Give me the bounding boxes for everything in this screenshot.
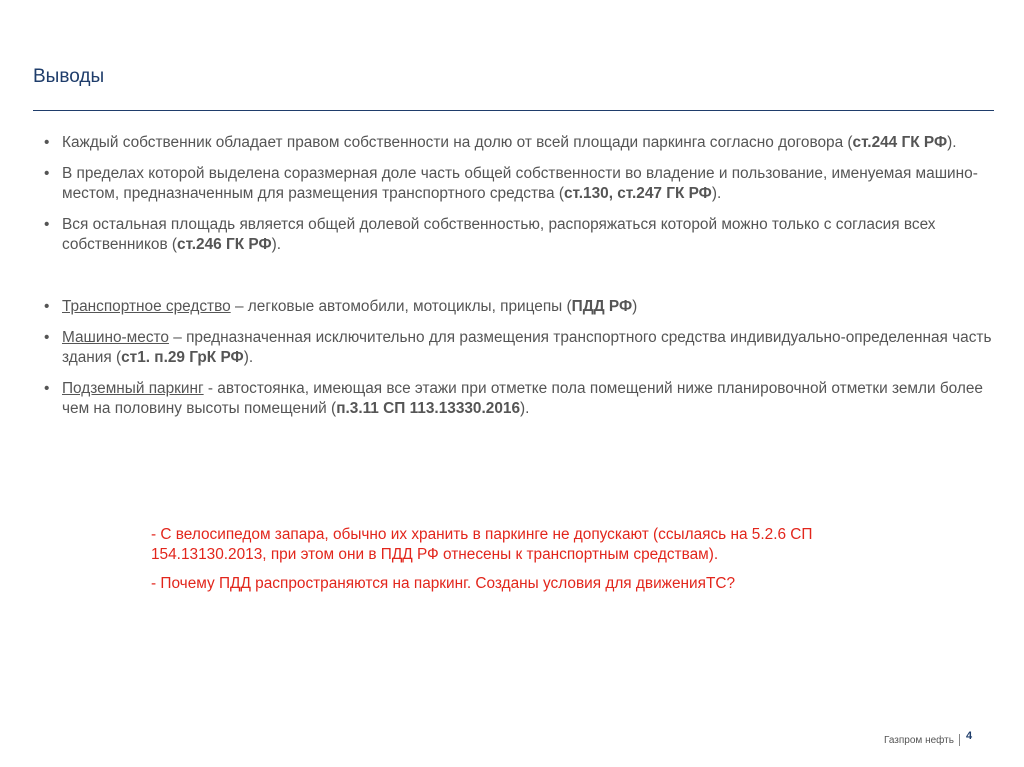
bullet-item: [44, 297, 994, 317]
term-defined: Подземный паркинг: [62, 380, 204, 397]
legal-reference: ПДД РФ: [571, 298, 633, 315]
bullet-text: – предназначенная исключительно для размещения транспортного средства индивидуально-определенная часть здания (: [62, 329, 992, 366]
bullet-dot: •: [44, 216, 50, 233]
term-defined: Транспортное средство: [62, 298, 231, 315]
bullet-dot: •: [44, 298, 50, 315]
bullet-text: ).: [243, 349, 254, 366]
legal-reference: ст1. п.29 ГрК РФ: [121, 349, 244, 366]
bullet-item: [44, 164, 994, 204]
note-traffic-rules: - Почему ПДД распространяются на паркинг. Созданы условия для движенияТС?: [151, 575, 736, 592]
page-number: 4: [965, 730, 973, 742]
legal-reference: ст.130, ст.247 ГК РФ: [564, 185, 712, 202]
bullet-text: ).: [711, 185, 722, 202]
bullet-text: ).: [520, 400, 530, 417]
bullet-text: - автостоянка, имеющая все этажи при отметке пола помещений ниже планировочной отметки земли более чем на половину высоты помещений (: [62, 380, 983, 417]
legal-reference: ст.246 ГК РФ: [177, 236, 272, 253]
term-defined: Машино-место: [62, 329, 169, 346]
bullet-item: [44, 215, 994, 255]
bullet-dot: •: [44, 329, 50, 346]
bullet-list: [44, 133, 994, 430]
bullet-text: ): [632, 298, 638, 315]
footer: [884, 730, 973, 746]
bullet-item: [44, 133, 994, 153]
bullet-text: Каждый собственник обладает правом собственности на долю от всей площади паркинга согласно договора (: [62, 134, 853, 151]
bullet-text: В пределах которой выделена соразмерная доле часть общей собственности во владение и пользование, именуемая машино-местом, предназначенным для размещения транспортного средства (: [62, 165, 978, 202]
note-bicycle: - С велосипедом запара, обычно их хранить в паркинге не допускают (ссылаясь на 5.2.6 СП 154.13130.2013, при этом они в ПДД РФ отнесены к транспортным средствам).: [151, 526, 813, 563]
bullet-item: [44, 379, 994, 419]
bullet-text: Вся остальная площадь является общей долевой собственностью, распоряжаться которой можно только с согласия всех собственников (: [62, 216, 936, 253]
bullet-text: – легковые автомобили, мотоциклы, прицепы (: [230, 298, 572, 315]
title-divider: [33, 110, 994, 111]
bullet-dot: •: [44, 380, 50, 397]
legal-reference: п.3.11 СП 113.13330.2016: [336, 400, 521, 417]
bullet-text: ).: [271, 236, 282, 253]
bullet-text: ).: [947, 134, 957, 151]
legal-reference: ст.244 ГК РФ: [852, 134, 948, 151]
footer-company: Газпром нефть: [884, 735, 954, 746]
footer-separator: [959, 734, 960, 746]
slide-title: Выводы: [33, 66, 105, 87]
bullet-dot: •: [44, 134, 50, 151]
notes-block: [151, 525, 841, 603]
bullet-dot: •: [44, 165, 50, 182]
bullet-item: [44, 328, 994, 368]
